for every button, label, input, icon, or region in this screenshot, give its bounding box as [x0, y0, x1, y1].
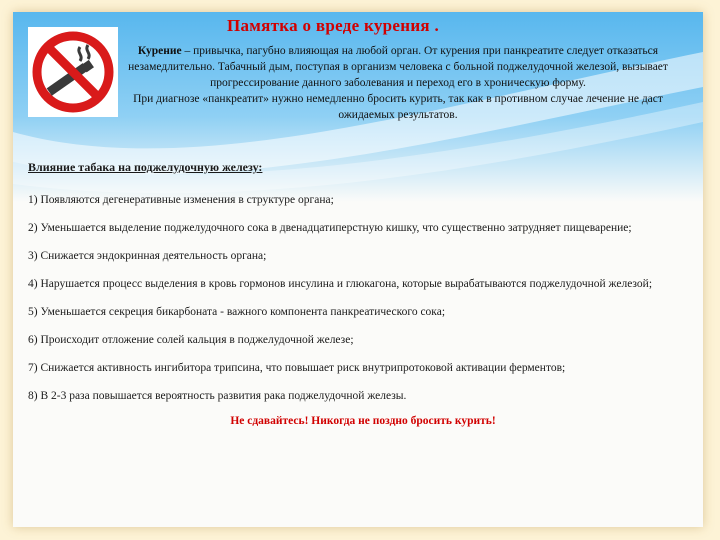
- intro-text: – привычка, пагубно влияющая на любой орган. От курения при панкреатите следует отказаться незамедлительно. Табачный дым, поступая в организм человека с больной поджелудочной железой, вызывает прогрессирование данного заболевания и переход его в хроническую форму.: [128, 45, 668, 89]
- intro-text-2: При диагнозе «панкреатит» нужно немедленно бросить курить, так как в противном случае лечение не даст ожидаемых результатов.: [133, 93, 663, 121]
- main-content: [28, 160, 698, 427]
- list-item: 3) Снижается эндокринная деятельность органа;: [28, 250, 267, 262]
- intro-paragraph: [118, 43, 678, 123]
- list-item: 4) Нарушается процесс выделения в кровь гормонов инсулина и глюкагона, которые вырабатываются поджелудочной железой;: [28, 278, 653, 290]
- effects-list: [28, 191, 698, 405]
- slide-frame: [13, 12, 703, 527]
- list-item: 6) Происходит отложение солей кальция в поджелудочной железе;: [28, 334, 354, 346]
- section-heading: Влияние табака на поджелудочную железу:: [28, 160, 263, 174]
- list-item: 2) Уменьшается выделение поджелудочного сока в двенадцатиперстную кишку, что существенно затрудняет пищеварение;: [28, 222, 632, 234]
- list-item: 7) Снижается активность ингибитора трипсина, что повышает риск внутрипротоковой активации ферментов;: [28, 362, 566, 374]
- list-item: 5) Уменьшается секреция бикарбоната - важного компонента панкреатического сока;: [28, 306, 446, 318]
- list-item: 8) В 2-3 раза повышается вероятность развития рака поджелудочной железы.: [28, 390, 407, 402]
- page-title: Памятка о вреде курения .: [226, 16, 440, 35]
- no-smoking-icon: [28, 27, 118, 117]
- list-item: 1) Появляются дегенеративные изменения в структуре органа;: [28, 194, 334, 206]
- intro-term: Курение: [137, 45, 182, 57]
- slogan: Не сдавайтесь! Никогда не поздно бросить курить!: [230, 415, 496, 427]
